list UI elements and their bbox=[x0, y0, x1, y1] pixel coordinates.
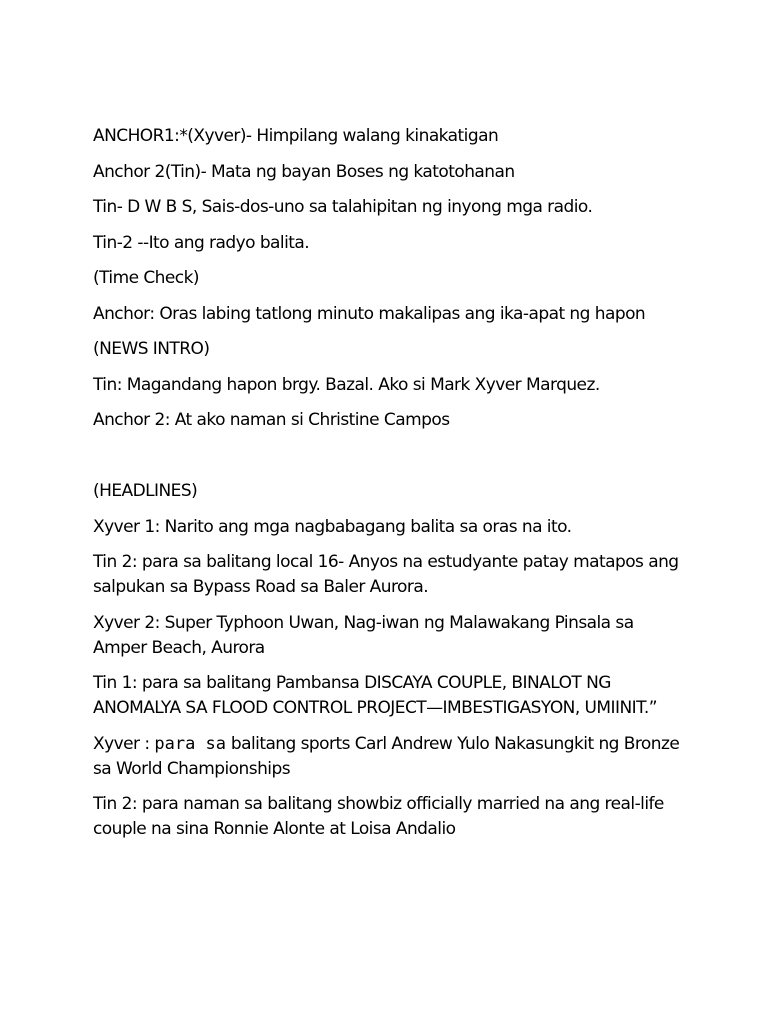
anchor2-intro-line: Anchor 2: At ako naman si Christine Campos bbox=[93, 410, 450, 430]
time-check-heading: (Time Check) bbox=[93, 268, 199, 288]
anchor2-line: Anchor 2(Tin)- Mata ng bayan Boses ng katotohanan bbox=[93, 161, 515, 182]
sports-rest: balitang sports Carl Andrew Yulo Nakasungkit ng Bronze sa World Championships bbox=[93, 733, 680, 779]
blank-line bbox=[93, 444, 683, 469]
news-intro-heading: (NEWS INTRO) bbox=[93, 339, 210, 359]
national-news-line: Tin 1: para sa balitang Pambansa DISCAYA COUPLE, BINALOT NG ANOMALYA SA FLOOD CONTROL PROJECT—IMBESTIGASYON, UMIINIT.” bbox=[93, 673, 658, 718]
showbiz-news-line: Tin 2: para naman sa balitang showbiz officially married na ang real-life couple na sina Ronnie Alonte at Loisa Andalio bbox=[93, 794, 664, 839]
sports-mono-text: para sa bbox=[154, 733, 227, 754]
local-news-line: Tin 2: para sa balitang local 16- Anyos na estudyante patay matapos ang salpukan sa Bypass Road sa Baler Aurora. bbox=[93, 552, 679, 597]
script-body bbox=[93, 124, 683, 853]
greeting-line: Tin: Magandang hapon brgy. Bazal. Ako si Mark Xyver Marquez. bbox=[93, 374, 600, 395]
station-id-line: Tin- D W B S, Sais-dos-uno sa talahipitan ng inyong mga radio. bbox=[93, 197, 593, 217]
sports-news-line bbox=[93, 732, 683, 782]
time-check-line: Anchor: Oras labing tatlong minuto makalipas ang ika-apat ng hapon bbox=[93, 303, 646, 324]
radyo-balita-line: Tin-2 --Ito ang radyo balita. bbox=[93, 232, 310, 253]
headline-intro-line: Xyver 1: Narito ang mga nagbabagang balita sa oras na ito. bbox=[93, 516, 572, 537]
typhoon-news-line: Xyver 2: Super Typhoon Uwan, Nag-iwan ng Malawakang Pinsala sa Amper Beach, Aurora bbox=[93, 612, 634, 658]
sports-prefix: Xyver : bbox=[93, 733, 155, 754]
headlines-heading: (HEADLINES) bbox=[93, 481, 198, 501]
anchor1-line: ANCHOR1:*(Xyver)- Himpilang walang kinakatigan bbox=[93, 126, 499, 146]
